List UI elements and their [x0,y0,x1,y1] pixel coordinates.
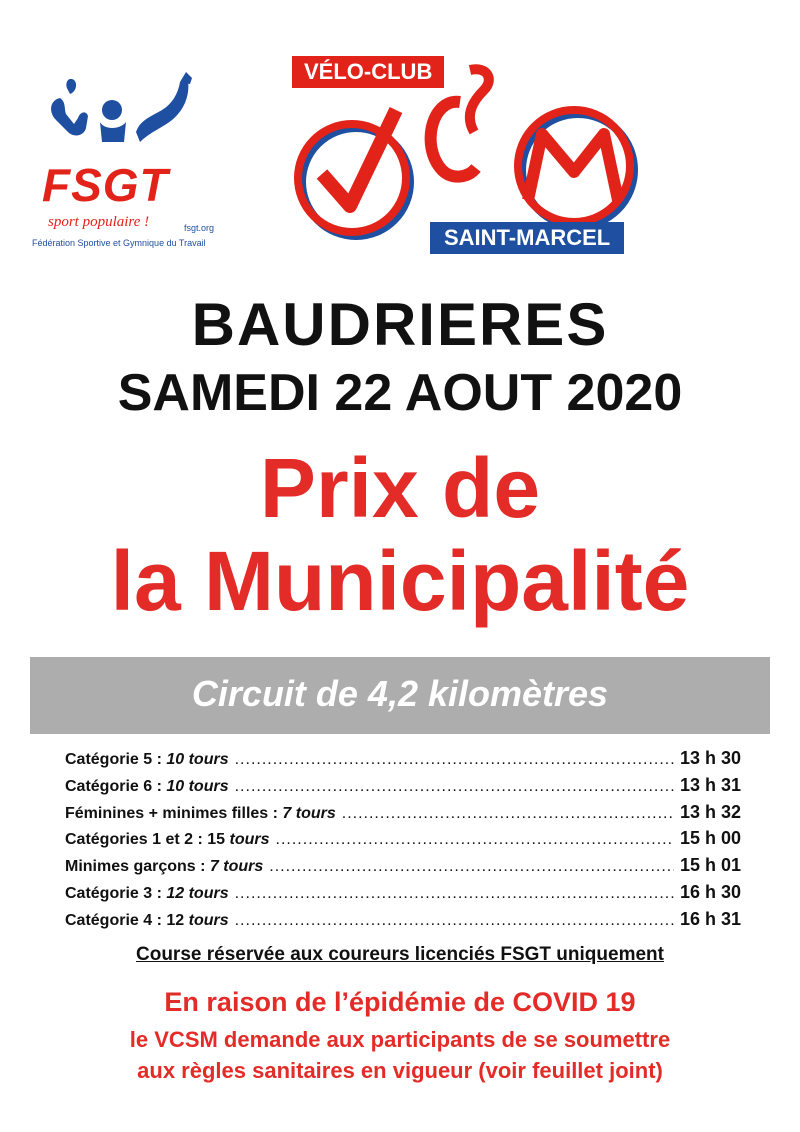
schedule-row [65,802,741,829]
covid-notice-line1: En raison de l’épidémie de COVID 19 [164,987,636,1017]
schedule-time: 15 h 01 [679,855,741,876]
schedule-category: Minimes garçons : 7 tours [65,858,264,876]
fsgt-website: fsgt.org [184,223,215,233]
event-title-line1: Prix de [259,441,541,535]
schedule-time: 13 h 32 [679,801,741,822]
fsgt-wordmark: FSGT [42,159,169,211]
schedule-row [65,855,741,882]
covid-notice-line3: aux règles sanitaires en vigueur (voir feuillet joint) [137,1058,663,1083]
schedule-category: Catégorie 3 : 12 tours [65,884,229,902]
leader-dots [276,831,674,849]
schedule-category: Catégorie 5 : 10 tours [65,751,229,768]
schedule-time: 13 h 31 [679,774,741,795]
schedule-row [65,882,741,909]
schedule-row [65,909,741,936]
circuit-text: Circuit de 4,2 kilomètres [191,673,609,714]
schedule-list [65,748,741,936]
schedule-category: Féminines + minimes filles : 7 tours [65,804,336,822]
leader-dots [269,858,674,876]
schedule-category: Catégorie 6 : 10 tours [65,777,229,795]
event-venue: BAUDRIERES [191,291,609,358]
vcsm-bottom-banner: SAINT-MARCEL [430,222,624,254]
schedule-category: Catégories 1 et 2 : 15 tours [65,831,270,849]
event-title-line2: la Municipalité [110,534,690,628]
fsgt-figures-icon [40,70,210,160]
leader-dots [235,912,674,930]
vcsm-top-banner: VÉLO-CLUB [292,56,444,88]
schedule-time: 15 h 00 [679,828,741,849]
schedule-row [65,828,741,855]
schedule-category: Catégorie 4 : 12 tours [65,911,229,929]
fsgt-federation: Fédération Sportive et Gymnique du Travail [32,238,206,248]
leader-dots [235,885,674,903]
vcsm-logo [292,50,672,260]
leader-dots [342,805,674,823]
covid-notice-line2: le VCSM demande aux participants de se soumettre [129,1027,671,1052]
schedule-time: 16 h 31 [679,908,741,929]
reserved-notice: Course réservée aux coureurs licenciés FSGT uniquement [136,944,664,965]
fsgt-tagline: sport populaire ! [48,214,150,230]
fsgt-logo [28,70,228,260]
schedule-time: 13 h 30 [679,748,741,768]
schedule-time: 16 h 30 [679,881,741,902]
event-date: SAMEDI 22 AOUT 2020 [117,364,683,422]
schedule-row [65,748,741,775]
schedule-row [65,775,741,802]
circuit-banner [30,657,770,734]
leader-dots [235,778,674,796]
leader-dots [235,751,674,769]
